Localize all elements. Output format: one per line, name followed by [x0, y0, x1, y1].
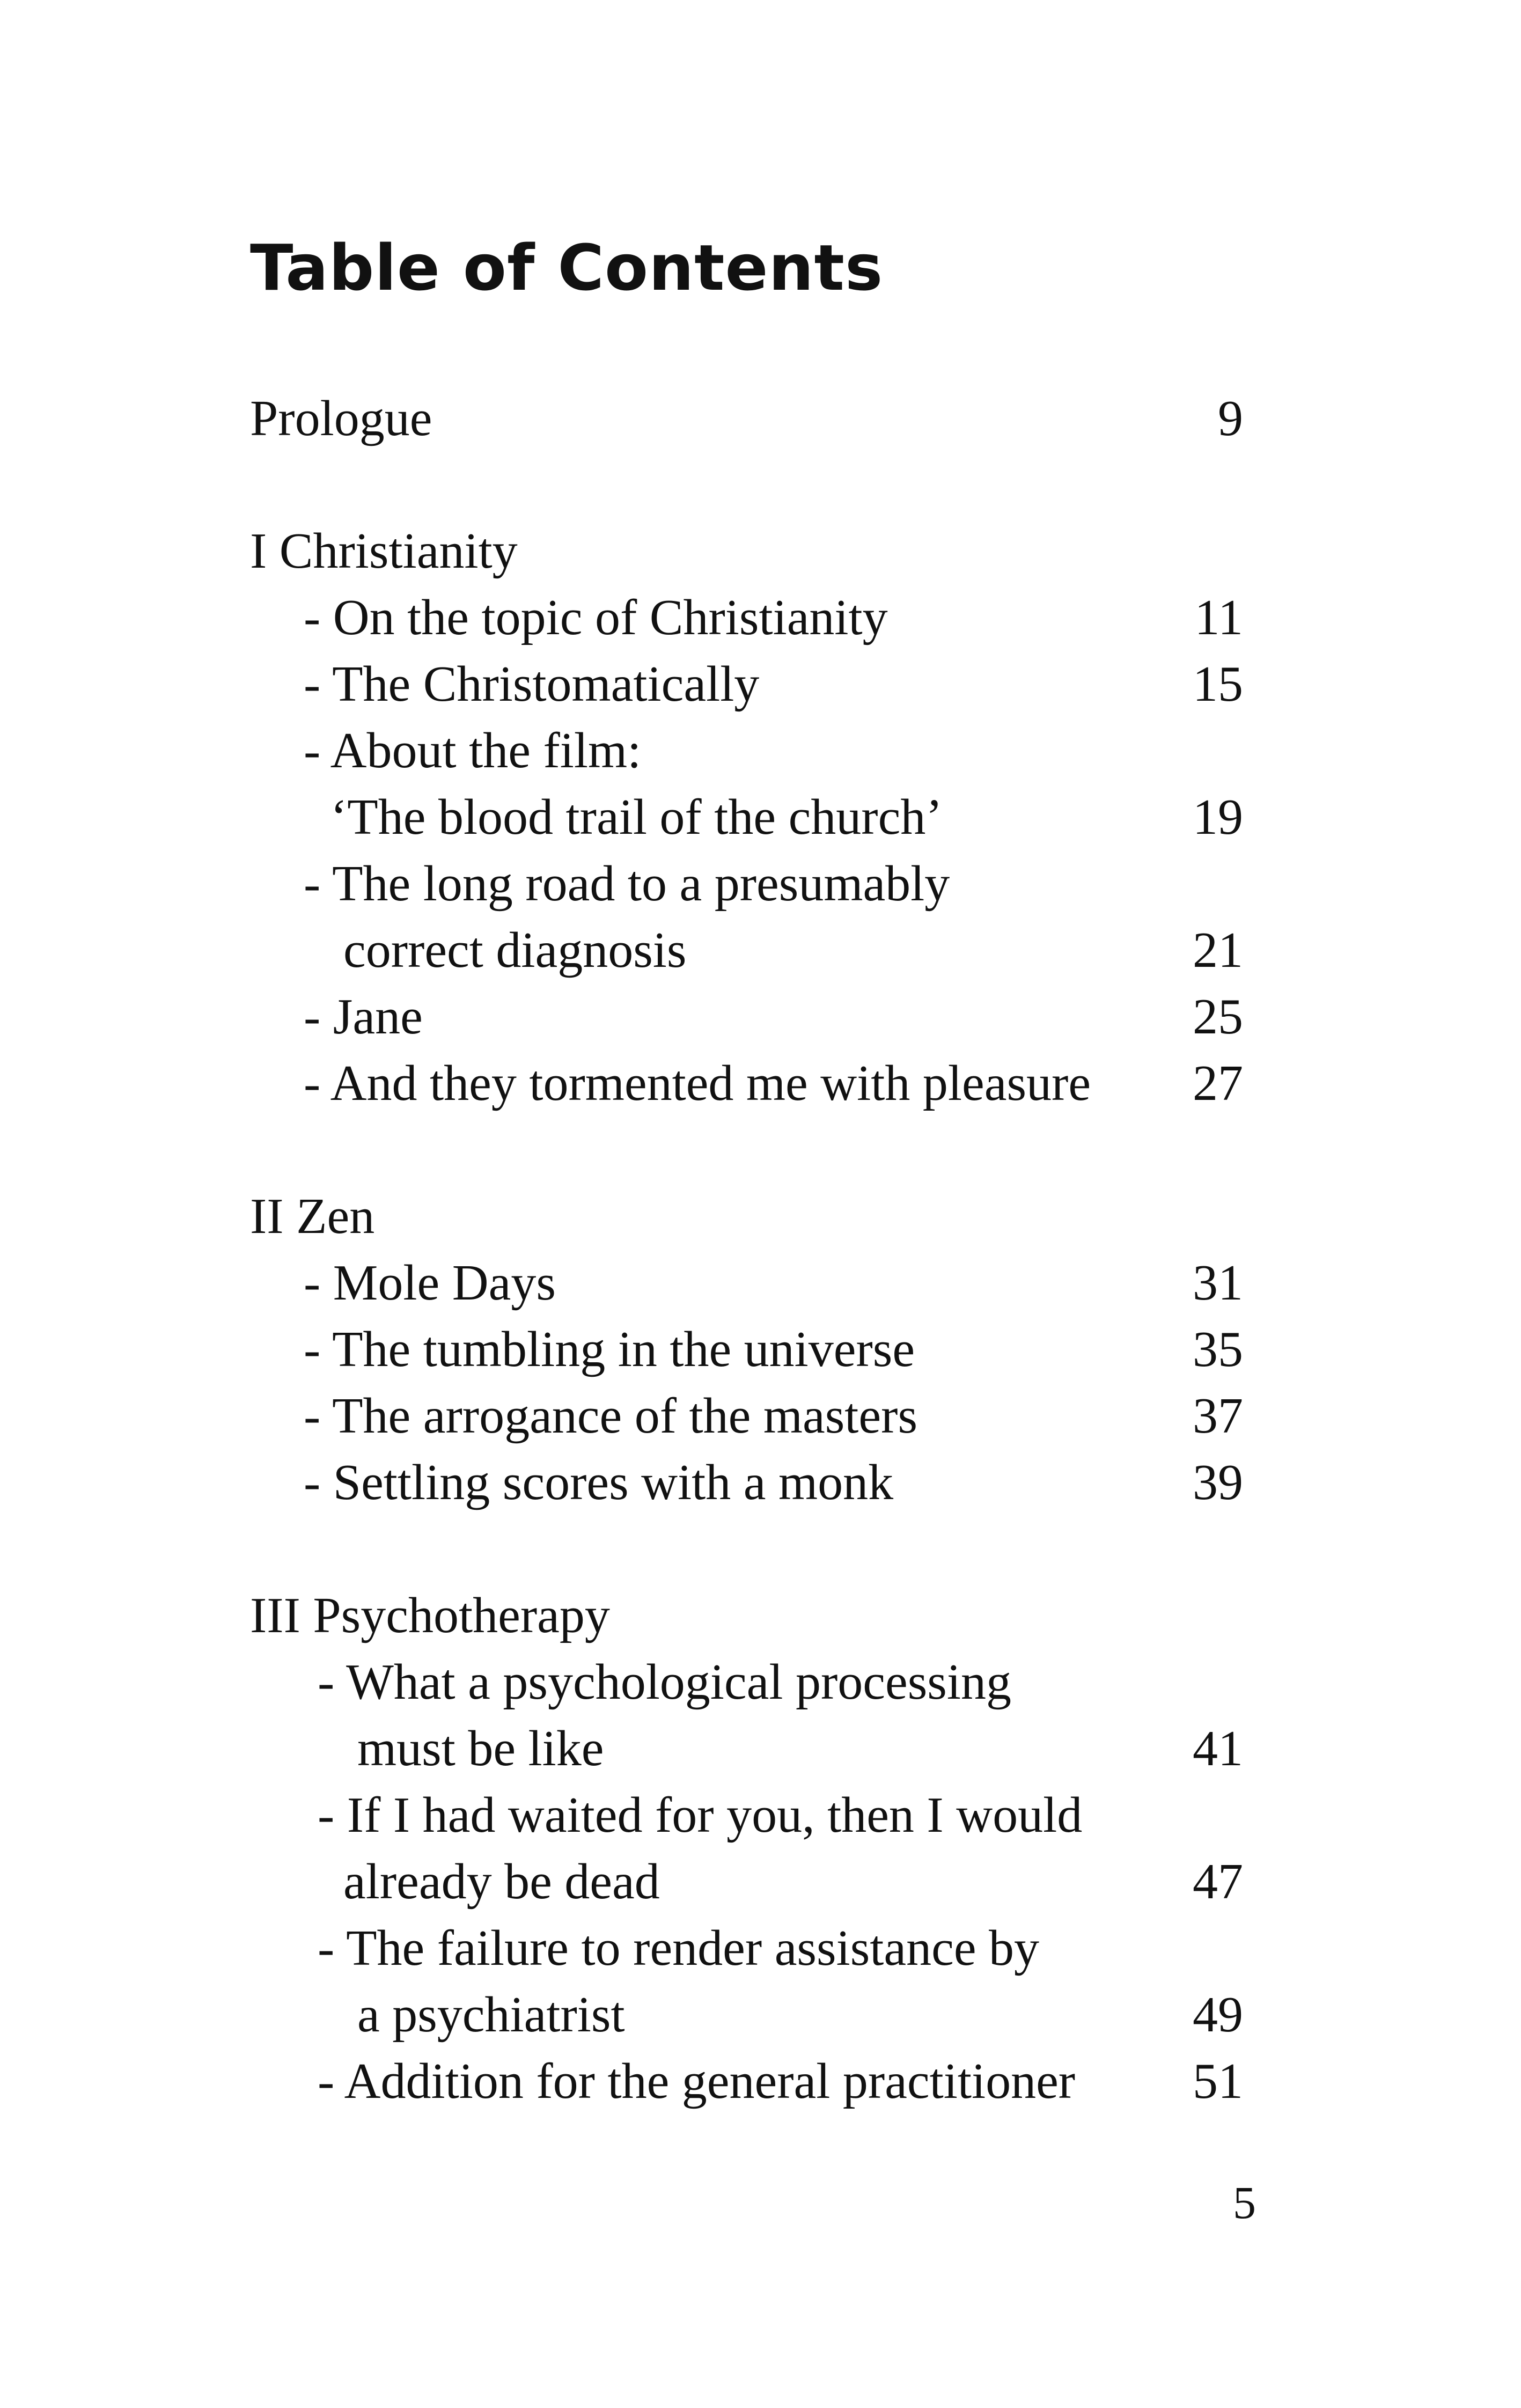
- toc-entry-line: - The long road to a presumably: [304, 856, 950, 912]
- toc-entry-line: - If I had waited for you, then I would: [318, 1787, 1083, 1843]
- toc-entry-line: - Mole Days: [304, 1255, 556, 1311]
- toc-entry-page: 15: [1193, 656, 1243, 712]
- toc-entry-page: 35: [1193, 1322, 1243, 1377]
- section-heading-psychotherapy: III Psychotherapy: [250, 1588, 610, 1643]
- toc-entry-prologue-page: 9: [1218, 391, 1243, 446]
- toc-entry-page: 49: [1193, 1987, 1243, 2043]
- toc-entry-line-continued: must be like: [357, 1721, 604, 1776]
- toc-entry-line: - What a psychological processing: [318, 1654, 1012, 1710]
- toc-entry-line-continued: ‘The blood trail of the church’: [330, 789, 943, 845]
- toc-entry-prologue-label: Prologue: [250, 391, 432, 446]
- toc-entry-page: 25: [1193, 989, 1243, 1045]
- toc-entry-page: 51: [1193, 2053, 1243, 2109]
- toc-entry-line: - The tumbling in the universe: [304, 1322, 915, 1377]
- toc-entry-page: 21: [1193, 922, 1243, 978]
- toc-entry-line: - And they tormented me with pleasure: [304, 1055, 1091, 1111]
- toc-entry-page: 47: [1193, 1854, 1243, 1910]
- toc-entry-page: 41: [1193, 1721, 1243, 1776]
- toc-entry-page: 37: [1193, 1388, 1243, 1444]
- toc-entry-page: 11: [1194, 590, 1243, 645]
- toc-entry-line-continued: already be dead: [343, 1854, 660, 1910]
- toc-entry-line-continued: a psychiatrist: [357, 1987, 625, 2043]
- page-title: Table of Contents: [250, 231, 884, 305]
- toc-entry-page: 19: [1193, 789, 1243, 845]
- page-number: 5: [1233, 2177, 1256, 2228]
- toc-entry-line: - Addition for the general practitioner: [318, 2053, 1076, 2109]
- toc-entry-page: 27: [1193, 1055, 1243, 1111]
- toc-entry-page: 39: [1193, 1455, 1243, 1510]
- toc-entry-line: - The failure to render assistance by: [318, 1920, 1040, 1976]
- toc-entry-line: - Settling scores with a monk: [304, 1455, 894, 1510]
- toc-entry-page: 31: [1193, 1255, 1243, 1311]
- toc-entry-line: - The arrogance of the masters: [304, 1388, 918, 1444]
- toc-entry-line: - The Christomatically: [304, 656, 760, 712]
- section-heading-zen: II Zen: [250, 1188, 375, 1244]
- toc-entry-line: - On the topic of Christianity: [304, 590, 888, 645]
- toc-entry-line-continued: correct diagnosis: [343, 922, 687, 978]
- toc-entry-line: - About the film:: [304, 723, 642, 779]
- toc-entry-line: - Jane: [304, 989, 423, 1045]
- section-heading-christianity: I Christianity: [250, 523, 518, 579]
